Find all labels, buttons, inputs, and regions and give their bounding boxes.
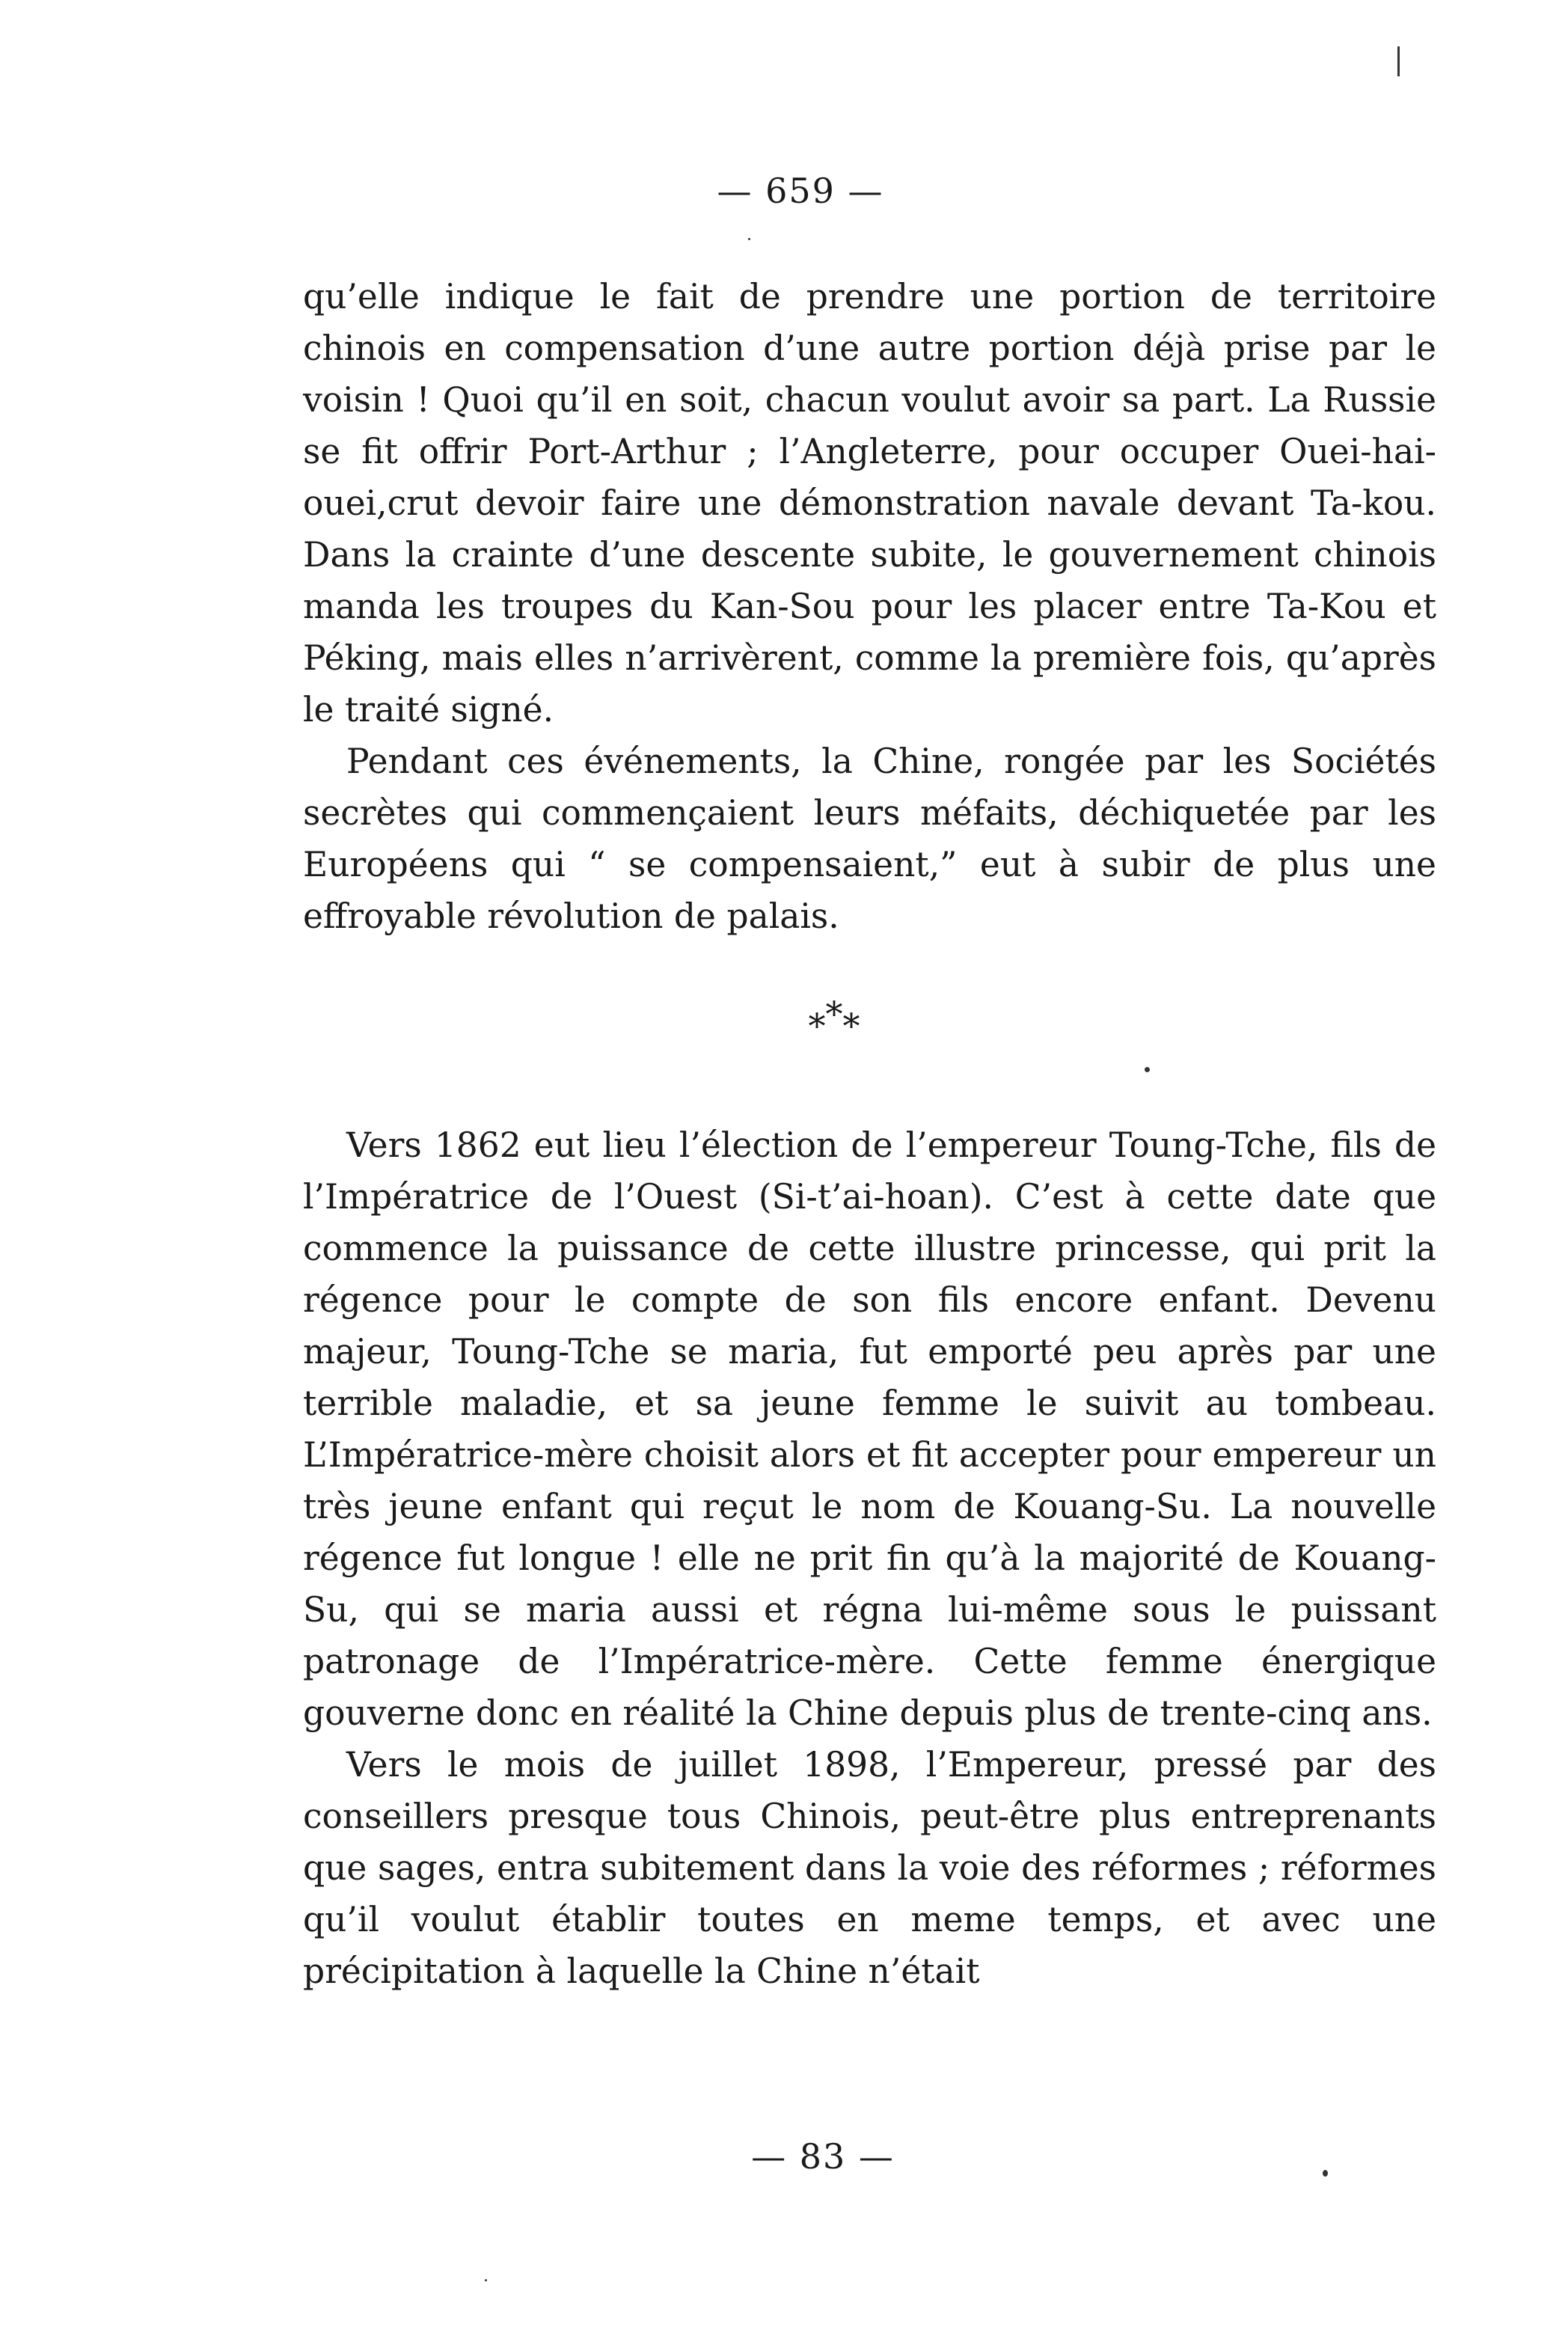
scan-speck — [1397, 46, 1400, 76]
signature-mark: — 83 — — [751, 2136, 895, 2177]
asterism-star: * — [808, 1006, 826, 1046]
paragraph-continuation: qu’elle indique le fait de prendre une portion de territoire chinois en compensation d’une autre portion déjà prise par le voisin ! Quoi qu’il en soit, chacun voulut avoir sa part. La Russie se fit offrir Port-Arthur ; l’Angleterre, pour occuper Ouei-hai-ouei,crut devoir faire une démonstration navale devant Ta-kou. Dans la crainte d’une descente subite, le gouvernement chinois manda les troupes du Kan-Sou pour les placer entre Ta-Kou et Péking, mais elles n’arrivèrent, comme la première fois, qu’après le traité signé. — [303, 277, 1436, 730]
paragraph: Vers le mois de juillet 1898, l’Empereur, pressé par des conseillers presque tous Chinois, peut-être plus entreprenants que sages, entra subitement dans la voie des réformes ; réformes qu’il voulut établir toutes en meme temps, et avec une précipitation à laquelle la Chine n’était — [303, 1745, 1436, 1991]
text-section-bottom — [303, 1119, 1436, 1997]
text-section-top — [303, 271, 1436, 942]
page-number: — 659 — — [717, 171, 884, 211]
scan-speck — [485, 2279, 487, 2281]
asterism-star: * — [842, 1006, 860, 1046]
scan-speck — [1145, 1067, 1150, 1072]
asterism-star: * — [825, 994, 843, 1034]
scan-speck — [748, 238, 750, 240]
paragraph: Pendant ces événements, la Chine, rongée par les Sociétés secrètes qui commençaient leurs méfaits, déchiquetée par les Européens qui “ se compensaient,” eut à subir de plus une effroyable révolution de palais. — [303, 742, 1436, 936]
scan-speck — [1323, 2170, 1328, 2177]
paragraph: Vers 1862 eut lieu l’élection de l’empereur Toung-Tche, fils de l’Impératrice de l’Ouest (Si-t’ai-hoan). C’est à cette date que commence la puissance de cette illustre princesse, qui prit la régence pour le compte de son fils encore enfant. Devenu majeur, Toung-Tche se maria, fut emporté peu après par une terrible maladie, et sa jeune femme le suivit au tombeau. L’Impératrice-mère choisit alors et fit accepter pour empereur un très jeune enfant qui reçut le nom de Kouang-Su. La nouvelle régence fut longue ! elle ne prit fin qu’à la majorité de Kouang-Su, qui se maria aussi et régna lui-même sous le puissant patronage de l’Impératrice-mère. Cette femme énergique gouverne donc en réalité la Chine depuis plus de trente-cinq ans. — [303, 1125, 1436, 1733]
section-separator-asterism — [0, 994, 1568, 1046]
